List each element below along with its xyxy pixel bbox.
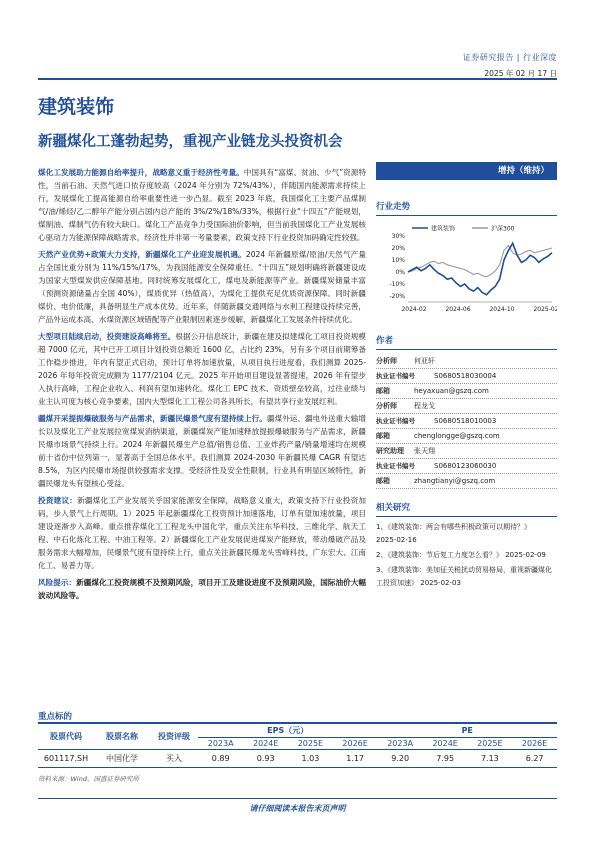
report-type: 证券研究报告	[462, 53, 514, 62]
report-headline: 新疆煤化工蓬勃起势，重视产业链龙头投资机会	[38, 133, 343, 150]
related-item-title: 3、《建筑装饰：美加征关税扰动贸易格局，重视新疆煤化工投资加速》	[376, 566, 552, 587]
y-tick-label: -10%	[389, 281, 405, 288]
author-role: 分析师	[376, 402, 397, 410]
col-eps: EPS（元）	[198, 724, 377, 738]
author-role: 执业证书编号	[376, 462, 415, 470]
legend-label: 建筑装饰	[431, 225, 456, 233]
y-tick-label: 20%	[391, 245, 405, 252]
legend-label: 沪深300	[491, 225, 515, 233]
cell-value: 9.20	[377, 750, 422, 768]
related-item[interactable]	[376, 549, 557, 562]
section-lead: 投资建议：	[38, 496, 78, 505]
authors-title: 作者	[376, 334, 557, 350]
year-header: 2023A	[377, 738, 422, 750]
section-lead: 疆煤开采提振爆破服务与产品需求，新疆民爆景气度有望持续上行。	[38, 414, 267, 423]
key-stocks-table	[38, 724, 557, 768]
trend-chart-container	[376, 222, 557, 322]
section-paragraph	[38, 576, 366, 602]
cell-value: 0.93	[243, 750, 288, 768]
col-name: 股票名称	[94, 724, 150, 750]
cell-value: 0.89	[198, 750, 243, 768]
y-tick-label: 0%	[395, 269, 405, 276]
footer-disclaimer[interactable]: 请仔细阅读本报告末页声明	[249, 804, 346, 813]
related-list	[376, 521, 557, 590]
section-lead: 煤化工发展助力能源自给率提升，战略意义重于经济性考量。	[38, 168, 244, 177]
author-name: 何亚轩	[414, 357, 435, 365]
cell-code: 601117.SH	[38, 750, 94, 768]
author-name: 程龙戈	[414, 402, 435, 410]
table-source: 资料来源：Wind，国盛证券研究所	[38, 775, 139, 783]
col-rating: 投资评级	[150, 724, 198, 750]
rating-banner: 增持（维持）	[376, 162, 557, 180]
year-header: 2024E	[243, 738, 288, 750]
related-item-date: 2025-02-09	[505, 551, 546, 559]
section-paragraph	[38, 248, 366, 326]
author-role: 邮箱	[376, 432, 390, 440]
section-paragraph	[38, 330, 366, 408]
cell-value: 7.95	[423, 750, 468, 768]
trend-title: 行业走势	[376, 200, 557, 216]
related-item-date: 2025-02-03	[420, 579, 461, 587]
author-cert: S0680518010003	[434, 417, 497, 425]
section-body: 根据公开信息统计，新疆在建及拟建煤化工项目投资规模超 7000 亿元，其中已开工项目计划投资总额近 1600 亿，占比约 23%，另有多个项目前期筹备工作稳步推进，年内有望正式启动，预计订单将加速放量，从项目执行进度看，我们测算 2025-2026 年每年投资完成额为 1177/2104 亿元。2025 年开始项目建设显著提速，2026 年有望步入执行高峰，工程企业收入、利润有望加速转化。煤化工 EPC 技术、资质壁垒较高，过往业绩与业主认可度为核心竞争要素，国内大型煤化工工程公司各具所长，有望共享行业发展红利。	[38, 332, 367, 406]
section-lead: 大型项目陆续启动，投资建设高峰将至。	[38, 332, 176, 341]
section-body: 中国具有“富煤、贫油、少气”资源特性，当前石油、天然气进口依存度较高（2024 年分别为 72%/43%），伴随国内能源需求持续上行，发展煤化工提高能源自给率重要性进一步凸显。截至 2023 年底，我国煤化工主要产品煤制气/油/烯烃/乙二醇年产能分别占国内总产能的 3%/2%/18%/33%，根据行业“十四五”产能规划，煤制油、煤制气仍有较大缺口。煤化工产品竞争力受国际油价影响，但当前我国煤化工产业发展核心驱动力为能源保障战略需求，经济性并非第一考量要素，政策支持下行业投资加码确定性较强。	[38, 168, 366, 242]
x-tick-label: 2025-02	[533, 306, 557, 313]
report-category: 行业深度	[523, 53, 557, 62]
y-tick-label: 10%	[391, 257, 405, 264]
author-row	[376, 459, 557, 474]
cell-rating: 买入	[150, 750, 198, 768]
section-lead: 天然产业优势+政策大力支持，新疆煤化工产业迎发展机遇。	[38, 250, 246, 259]
author-role: 邮箱	[376, 387, 390, 395]
author-cert: S0680123060030	[434, 462, 497, 470]
x-tick-label: 2024-02	[401, 306, 427, 313]
year-header: 2025E	[468, 738, 513, 750]
related-item-title: 2、《建筑装饰：节后复工力度怎么看？》	[376, 551, 503, 559]
year-header: 2025E	[288, 738, 333, 750]
author-role: 执业证书编号	[376, 417, 415, 425]
report-category-line	[463, 52, 557, 63]
cell-name: 中国化学	[94, 750, 150, 768]
sidebar	[376, 162, 557, 592]
section-paragraph	[38, 166, 366, 244]
key-stocks-title: 重点标的	[38, 712, 73, 722]
author-email[interactable]: heyaxuan@gszq.com	[414, 387, 489, 395]
section-lead: 风险提示：	[38, 578, 77, 587]
footer-divider	[38, 798, 557, 799]
author-row	[376, 399, 557, 414]
author-name: 张天翔	[414, 447, 435, 455]
author-role: 分析师	[376, 357, 397, 365]
author-row	[376, 354, 557, 369]
author-email[interactable]: zhangtianyi@gszq.com	[414, 477, 496, 485]
year-header: 2024E	[423, 738, 468, 750]
series-line	[408, 246, 552, 277]
author-row	[376, 444, 557, 459]
related-item[interactable]	[376, 521, 557, 547]
author-row	[376, 414, 557, 429]
x-tick-label: 2024-10	[489, 306, 515, 313]
section-paragraph	[38, 412, 366, 490]
industry-title: 建筑装饰	[38, 96, 115, 118]
cell-value: 7.13	[468, 750, 513, 768]
author-row	[376, 474, 557, 489]
author-email[interactable]: chenglongge@gszq.com	[414, 432, 500, 440]
year-header: 2026E	[333, 738, 378, 750]
col-code: 股票代码	[38, 724, 94, 750]
header-divider	[38, 78, 557, 80]
trend-chart	[376, 222, 557, 318]
col-pe: PE	[377, 724, 557, 738]
section-body: 2024 年新疆原煤/原油/天然气产量占全国比重分别为 11%/15%/17%，为我国能源安全保障重任。“十四五”规划明确将新疆建设成为国家大型煤炭供应保障基地。同时统筹发展煤化工，煤电及新能源等产业。新疆煤炭储量丰富（预测资源储量占全国 40%），煤质优异（热值高），为煤化工提供充足优质资源保障。同时新疆煤价、电价低廉，具备明显生产成本优势。近年来，伴随新疆交通网络与水利工程建设持续完善，产品外运成本高、水煤资源区域错配等产业限制因素逐步缓解，新疆煤化工发展条件持续优化。	[38, 250, 366, 324]
main-body	[38, 166, 366, 606]
table-row	[38, 750, 557, 768]
author-role: 执业证书编号	[376, 372, 415, 380]
related-item[interactable]	[376, 564, 557, 590]
related-title: 相关研究	[376, 501, 557, 517]
author-cert: S0680518030004	[434, 372, 497, 380]
y-tick-label: -20%	[389, 293, 405, 300]
author-row	[376, 369, 557, 384]
author-row	[376, 384, 557, 399]
cell-value: 1.17	[333, 750, 378, 768]
cell-value: 1.03	[288, 750, 333, 768]
y-tick-label: 30%	[391, 233, 405, 240]
report-date: 2025 年 02 月 17 日	[484, 69, 557, 78]
section-paragraph	[38, 494, 366, 572]
author-row	[376, 429, 557, 444]
year-header: 2023A	[198, 738, 243, 750]
section-body: 新疆煤化工投资规模不及预期风险，项目开工及建设进度不及预期风险，国际油价大幅波动风险等。	[38, 578, 367, 600]
x-tick-label: 2024-06	[445, 306, 471, 313]
year-header: 2026E	[512, 738, 557, 750]
related-item-title: 1、《建筑装饰：两会有哪些积极政策可以期待？》	[376, 523, 531, 531]
section-body: 疆煤外运、疆电外送重大输增长以及煤化工产业发展拉宽煤炭消纳渠道，新疆煤炭产能加速释放提振爆破服务与产品需求，新疆民爆市场景气持续上行。2024 年新疆民爆生产总值/销售总值、工业炸药产量/销量增速均在规模前十省份中位列第一，显著高于全国总体水平。我们测算 2024-2030 年新疆民爆 CAGR 有望达 8.5%，为区内民爆市场提供较强需求支撑。受经济性及安全性限制，行业具有明显区域特性，新疆民爆龙头有望核心受益。	[38, 414, 366, 488]
authors-list	[376, 354, 557, 489]
related-item-date: 2025-02-16	[376, 536, 417, 544]
author-role: 研究助理	[376, 447, 404, 455]
author-role: 邮箱	[376, 477, 390, 485]
section-body: 新疆煤化工产业发展关乎国家能源安全保障，战略意义重大，政策支持下行业投资加码，步入景气上行周期。1）2025 年起新疆煤化工投资预计加速落地，订单有望加速放量，项目建设逐渐步入高峰。重点推荐煤化工工程龙头中国化学，重点关注东华科技、三维化学、航天工程、中石化炼化工程、中油工程等。2）新疆煤化工产业发展促进煤炭产能释放，带动爆破产品及服务需求大幅增加，民爆景气度有望持续上行，重点关注新疆民爆龙头雪峰科技、广东宏大、江南化工、易普力等。	[38, 496, 366, 570]
cell-value: 6.27	[512, 750, 557, 768]
separator: |	[516, 53, 520, 62]
